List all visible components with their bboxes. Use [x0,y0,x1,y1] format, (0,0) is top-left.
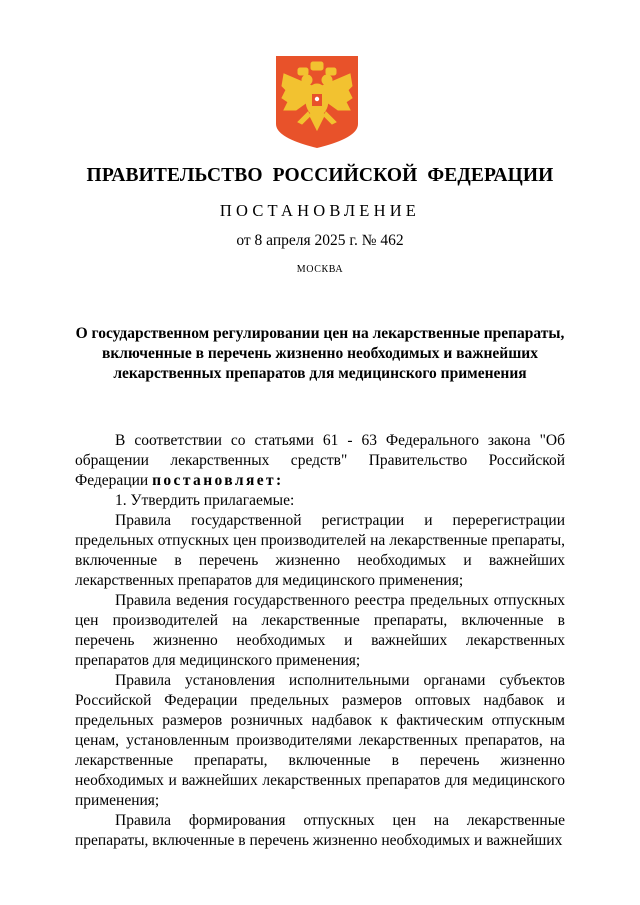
document-type: ПОСТАНОВЛЕНИЕ [219,201,421,220]
authority-title: ПРАВИТЕЛЬСТВО РОССИЙСКОЙ ФЕДЕРАЦИИ [86,165,554,186]
heading-line: О государственном регулировании цен на лекарственные препараты, [75,325,565,342]
document-body [75,431,565,851]
rule-paragraph: Правила формирования отпускных цен на лекарственные препараты, включенные в перечень жизненно необходимых и важнейших [75,812,565,849]
intro-paragraph [75,431,565,491]
russian-coat-of-arms-icon [276,56,358,148]
rule-paragraph: Правила ведения государственного реестра предельных отпускных цен производителей на лекарственные препараты, включенные в перечень жизненно необходимых и важнейших лекарственных препаратов для медицинского применения; [75,592,565,669]
document-date-number: от 8 апреля 2025 г. № 462 [236,232,404,249]
document-city: МОСКВА [296,264,344,275]
intro-text: В соответствии со статьями 61 - 63 Федерального закона "Об обращении лекарственных средств" Правительство Российской Федерации [75,432,565,489]
item-1: 1. Утвердить прилагаемые: [115,492,295,509]
decree-word: постановляет: [152,472,284,489]
rule-paragraph: Правила установления исполнительными органами субъектов Российской Федерации предельных размеров оптовых надбавок и предельных размеров розничных надбавок к фактическим отпускным ценам, установленным производителями лекарственных препаратов, на лекарственные препараты, включенные в перечень жизненно необходимых и важнейших лекарственных препаратов для медицинского применения; [75,672,565,809]
document-heading [75,324,565,384]
heading-line: лекарственных препаратов для медицинского применения [113,365,527,382]
rule-paragraph: Правила государственной регистрации и перерегистрации предельных отпускных цен производителей на лекарственные препараты, включенные в перечень жизненно необходимых и важнейших лекарственных препаратов для медицинского применения; [75,512,565,589]
heading-line: включенные в перечень жизненно необходимых и важнейших [102,345,538,362]
